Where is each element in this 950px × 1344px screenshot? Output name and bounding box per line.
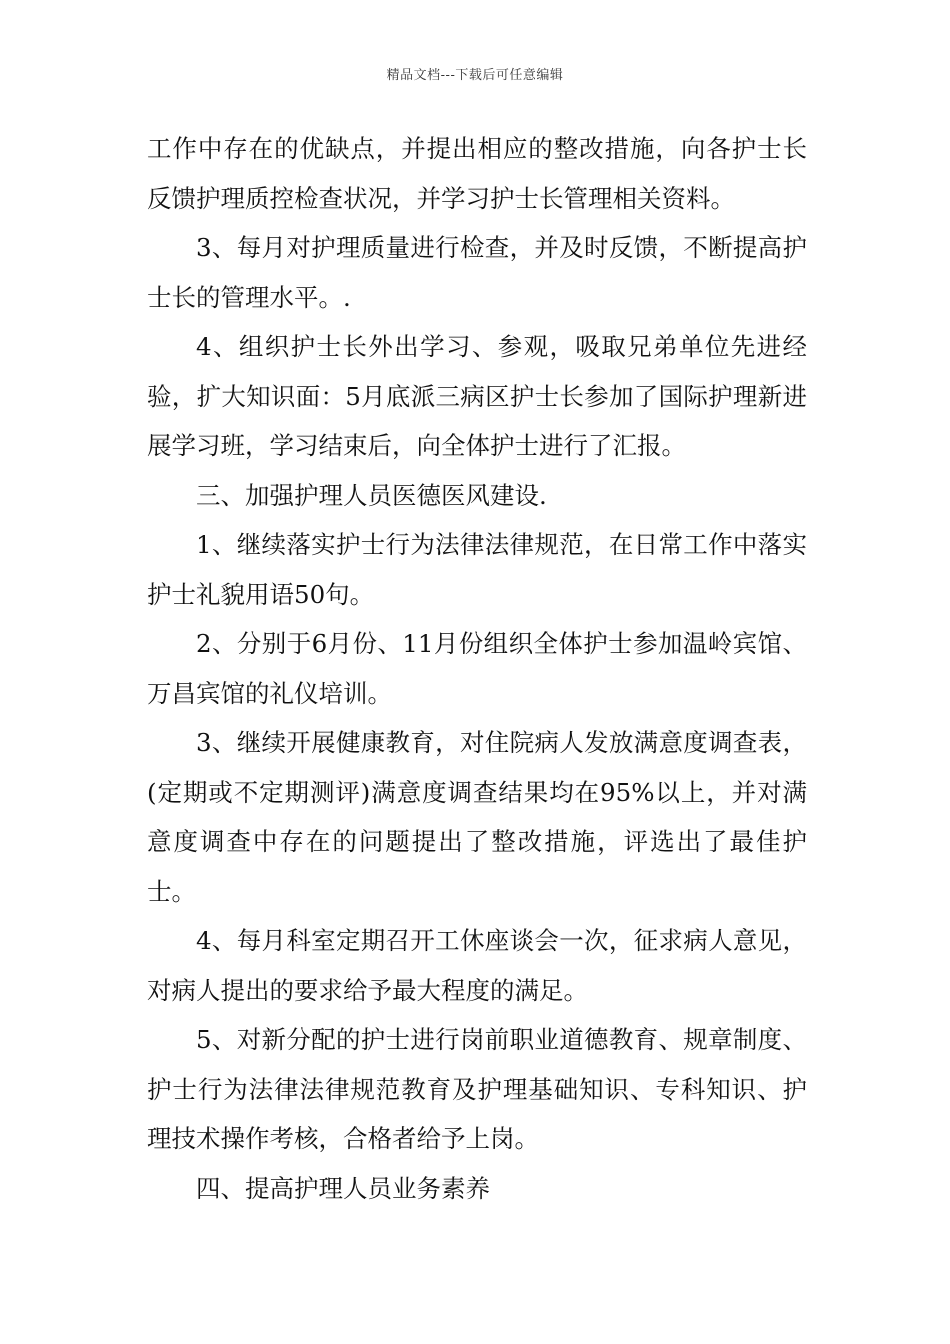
paragraph-item-1-conduct: 1、继续落实护士行为法律法律规范，在日常工作中落实护士礼貌用语50句。 <box>147 530 807 609</box>
paragraph-item-4-study: 4、组织护士长外出学习、参观，吸取兄弟单位先进经验，扩大知识面：5月底派三病区护士长参加了国际护理新进展学习班，学习结束后，向全体护士进行了汇报。 <box>147 332 807 460</box>
paragraph-item-3-inspection: 3、每月对护理质量进行检查，并及时反馈，不断提高护士长的管理水平。. <box>147 233 807 312</box>
paragraph-item-3-education: 3、继续开展健康教育，对住院病人发放满意度调查表，(定期或不定期测评)满意度调查结果均在95%以上，并对满意度调查中存在的问题提出了整改措施，评选出了最佳护士。 <box>147 728 807 906</box>
page-header: 精品文档---下载后可任意编辑 <box>386 68 564 83</box>
paragraph-item-4-meeting: 4、每月科室定期召开工休座谈会一次，征求病人意见，对病人提出的要求给予最大程度的满足。 <box>147 926 807 1005</box>
section-heading-3: 三、加强护理人员医德医风建设. <box>196 480 547 510</box>
section-heading-4: 四、提高护理人员业务素养 <box>196 1173 490 1203</box>
paragraph-item-2-etiquette: 2、分别于6月份、11月份组织全体护士参加温岭宾馆、万昌宾馆的礼仪培训。 <box>147 629 807 708</box>
paragraph-item-5-training: 5、对新分配的护士进行岗前职业道德教育、规章制度、护士行为法律法律规范教育及护理基础知识、专科知识、护理技术操作考核，合格者给予上岗。 <box>147 1025 807 1153</box>
document-body <box>147 124 807 1213</box>
paragraph-continuation: 工作中存在的优缺点，并提出相应的整改措施，向各护士长反馈护理质控检查状况，并学习护士长管理相关资料。 <box>147 134 807 213</box>
